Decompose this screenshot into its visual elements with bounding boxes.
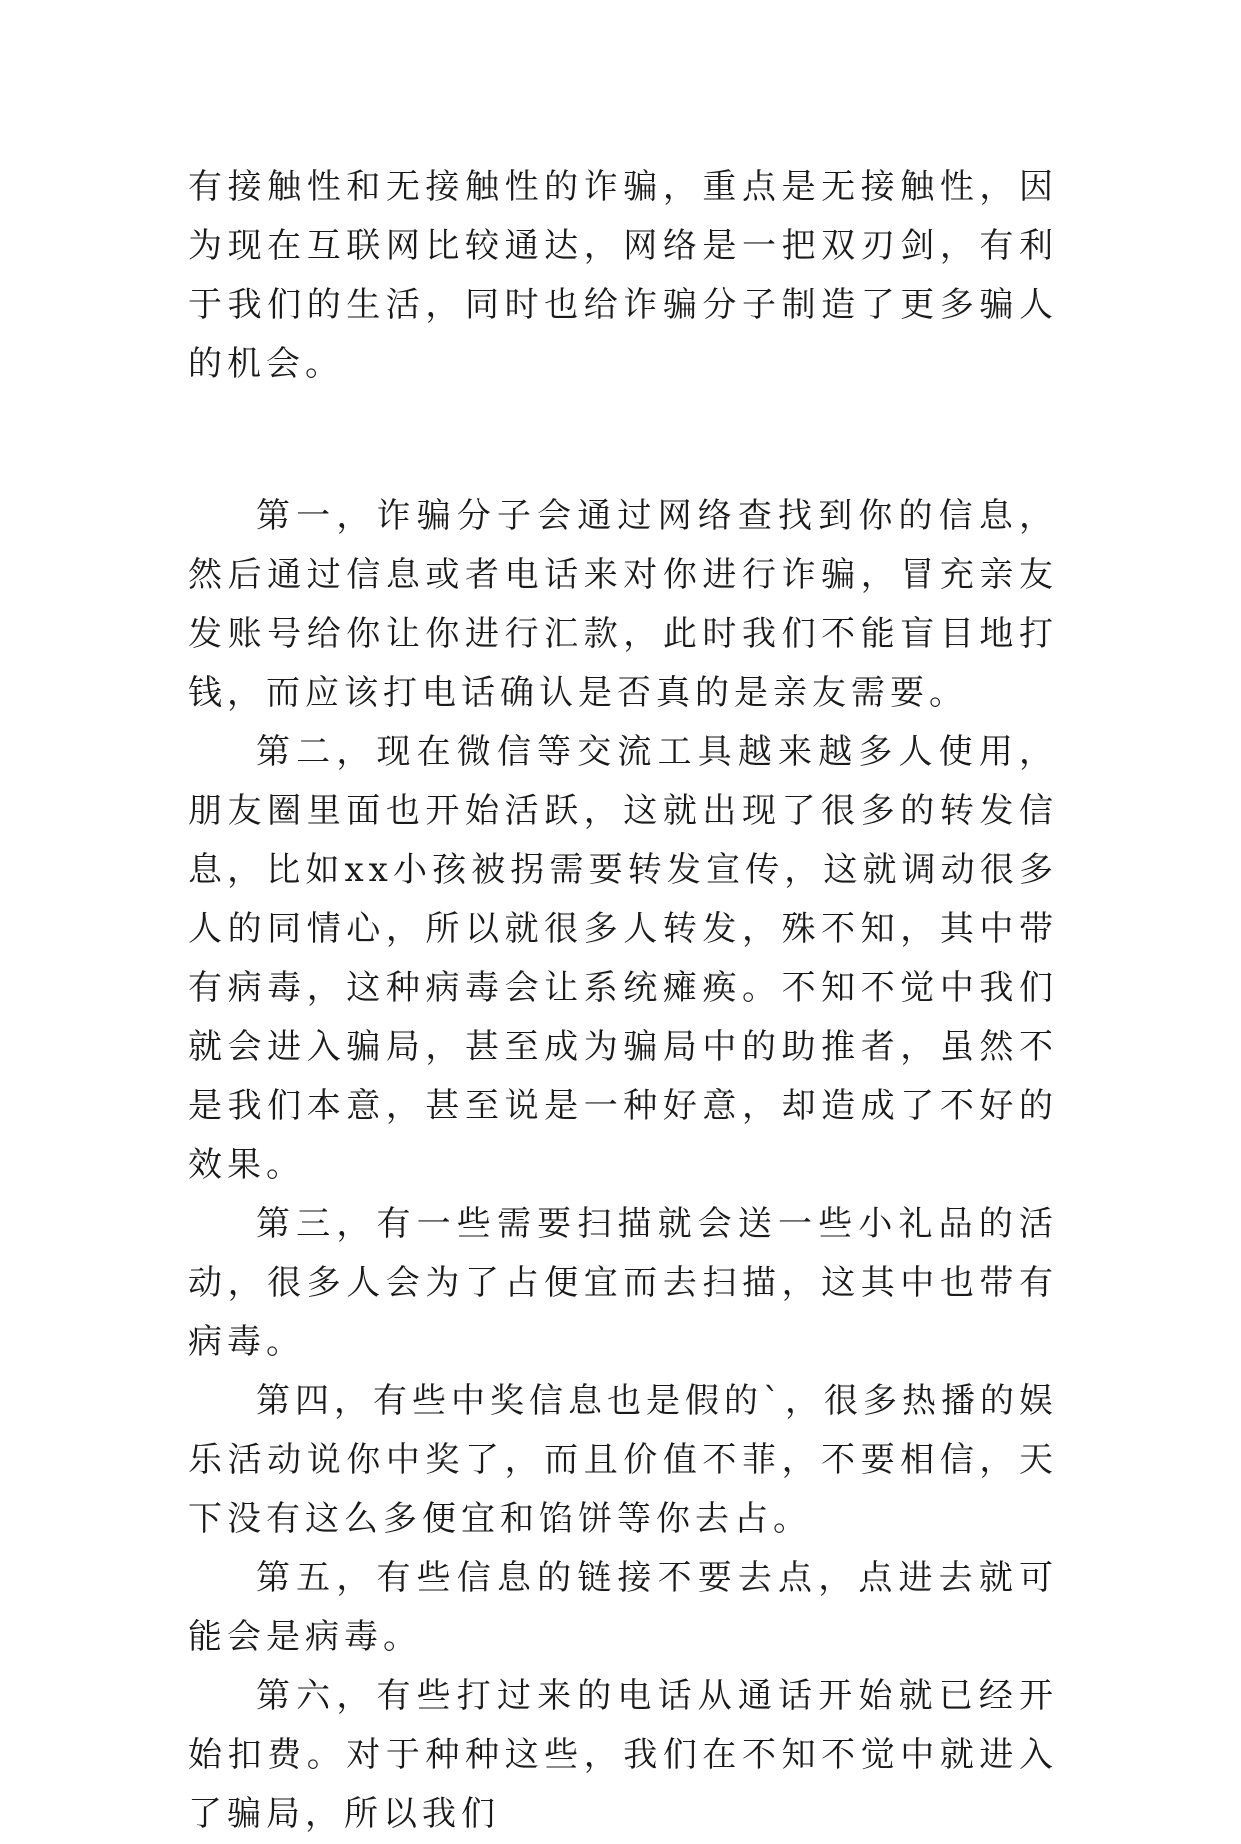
paragraph-intro: 有接触性和无接触性的诈骗，重点是无接触性，因为现在互联网比较通达，网络是一把双刃剑，有利于我们的生活，同时也给诈骗分子制造了更多骗人的机会。 bbox=[188, 167, 1058, 384]
paragraph-second: 第二，现在微信等交流工具越来越多人使用，朋友圈里面也开始活跃，这就出现了很多的转发信息，比如xx小孩被拐需要转发宣传，这就调动很多人的同情心，所以就很多人转发，殊不知，其中带有病毒，这种病毒会让系统瘫痪。不知不觉中我们就会进入骗局，甚至成为骗局中的助推者，虽然不是我们本意，甚至说是一种好意，却造成了不好的效果。 bbox=[188, 732, 1058, 1185]
paragraph-gap bbox=[188, 394, 1058, 487]
paragraph-fifth: 第五，有些信息的链接不要去点，点进去就可能会是病毒。 bbox=[188, 1558, 1058, 1657]
document-body bbox=[188, 158, 1058, 1844]
paragraph-first: 第一，诈骗分子会通过网络查找到你的信息，然后通过信息或者电话来对你进行诈骗，冒充亲友发账号给你让你进行汇款，此时我们不能盲目地打钱，而应该打电话确认是否真的是亲友需要。 bbox=[188, 496, 1058, 713]
paragraph-sixth: 第六，有些打过来的电话从通话开始就已经开始扣费。对于种种这些，我们在不知不觉中就进入了骗局，所以我们 bbox=[188, 1676, 1058, 1834]
paragraph-fourth: 第四，有些中奖信息也是假的`，很多热播的娱乐活动说你中奖了，而且价值不菲，不要相信，天下没有这么多便宜和馅饼等你去占。 bbox=[188, 1381, 1058, 1539]
paragraph-third: 第三，有一些需要扫描就会送一些小礼品的活动，很多人会为了占便宜而去扫描，这其中也带有病毒。 bbox=[188, 1204, 1058, 1362]
